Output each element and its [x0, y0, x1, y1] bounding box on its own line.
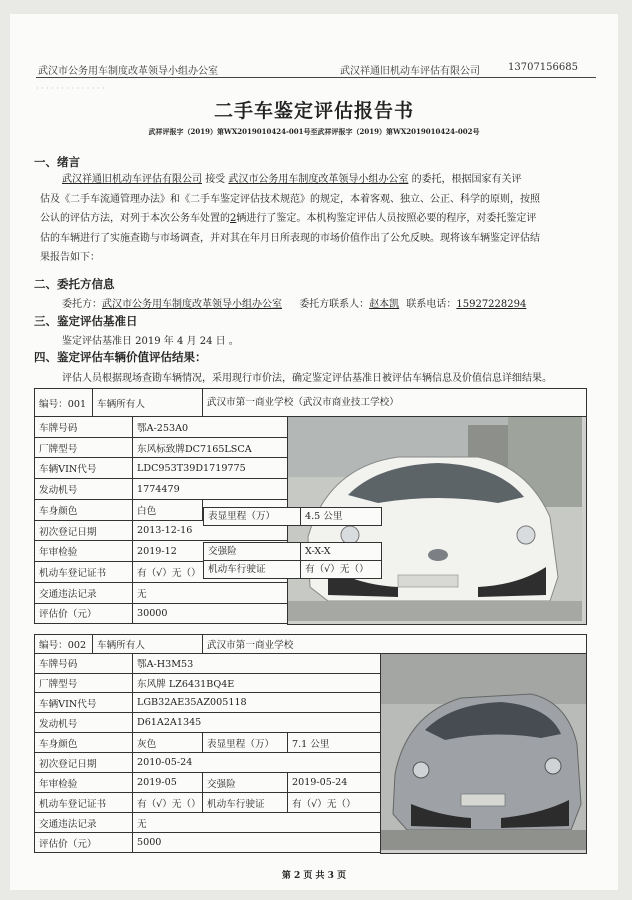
- preface-line-1: [40, 170, 592, 190]
- section-client-heading: 二、委托方信息: [34, 277, 115, 291]
- doc-number: 武祥评报字（2019）第WX2019010424-001号至武祥评报字（2019）第WX2019010424-002号: [148, 127, 480, 136]
- vehicle-photo-2: [381, 653, 587, 853]
- client-name: 武汉市公务用车制度改革领导小组办公室: [102, 299, 282, 310]
- engine-value: 1774479: [133, 479, 288, 500]
- preface-line-5: 果报告如下：: [40, 252, 100, 264]
- section-valuation-heading: 四、鉴定评估车辆价值评估结果：: [34, 350, 207, 364]
- preface-line-3b: 辆进行了鉴定。本机构鉴定评估人员按照必要的程序，对委托鉴定评: [236, 213, 537, 225]
- header-rule: [36, 77, 596, 78]
- grey-dongfeng-car-icon: [381, 654, 587, 850]
- owner-label: 车辆所有人: [93, 635, 203, 654]
- base-date-text: 鉴定评估基准日 2019 年 4 月 24 日 。: [62, 336, 239, 347]
- insurance-label: 交强险: [203, 542, 302, 561]
- vehicle-number: 002: [67, 639, 87, 651]
- owner-value: 武汉市第一商业学校: [203, 635, 587, 654]
- mileage-label: 表显里程（万）: [203, 507, 302, 526]
- vehicle-number-cell: 编号：002: [35, 635, 93, 654]
- page-footer: 第 2 页 共 3 页: [281, 871, 347, 881]
- valuation-text: 评估人员根据现场查勘车辆情况，采用现行市价法，确定鉴定评估基准日被评估车辆信息及价值信息详细结果。: [62, 373, 552, 384]
- preface-line-3: [40, 209, 592, 229]
- violations-label: 交通违法记录: [35, 813, 133, 833]
- client-line: [62, 295, 526, 310]
- mileage-label: 表显里程（万）: [203, 733, 288, 753]
- plate-value: 鄂A-H3M53: [133, 653, 381, 673]
- reg-cert-value: 有（√）无（）: [133, 562, 288, 583]
- price-value: 30000: [133, 603, 288, 624]
- contact-name: 赵本凯: [369, 299, 400, 310]
- client-label: 委托方：: [62, 299, 102, 310]
- price-label: 评估价（元）: [35, 833, 133, 853]
- vin-label: 车辆VIN代号: [35, 458, 133, 479]
- accept-word: 接受: [205, 174, 226, 185]
- model-value: 东风牌 LZ6431BQ4E: [133, 673, 381, 693]
- license-label: 机动车行驶证: [203, 560, 302, 579]
- header-company: 武汉祥通旧机动车评估有限公司: [340, 66, 480, 77]
- first-reg-label: 初次登记日期: [35, 520, 133, 541]
- plate-label: 车牌号码: [35, 417, 133, 438]
- license-label: 机动车行驶证: [203, 793, 288, 813]
- model-value: 东风标致牌DC7165LSCA: [133, 437, 288, 458]
- color-label: 车身颜色: [35, 733, 133, 753]
- vin-label: 车辆VIN代号: [35, 693, 133, 713]
- violations-value: 无: [133, 582, 288, 603]
- license-value: 有（√）无（）: [288, 793, 381, 813]
- license-value: 有（√）无（）: [300, 560, 382, 579]
- bleed-through: · · · · · · · · · · · · · ·: [36, 84, 105, 93]
- price-label: 评估价（元）: [35, 603, 133, 624]
- insurance-value: X-X-X: [300, 542, 382, 561]
- plate-label: 车牌号码: [35, 653, 133, 673]
- insurance-label: 交强险: [203, 773, 288, 793]
- first-reg-value: 2013-12-16: [133, 520, 288, 541]
- page-title: 二手车鉴定评估报告书: [213, 100, 414, 122]
- color-value: 灰色: [133, 733, 203, 753]
- vehicle-number-cell: 编号：001: [35, 389, 93, 417]
- vin-value: LDC953T39D1719775: [133, 458, 288, 479]
- report-page: [10, 14, 618, 890]
- principal-name: 武汉市公务用车制度改革领导小组办公室: [228, 174, 409, 185]
- model-label: 厂牌型号: [35, 437, 133, 458]
- plate-value: 鄂A-253A0: [133, 417, 288, 438]
- owner-label: 车辆所有人: [93, 389, 203, 417]
- vin-value: LGB32AE35AZ005118: [133, 693, 381, 713]
- client-agency: 武汉祥通旧机动车评估有限公司: [62, 174, 202, 185]
- first-reg-value: 2010-05-24: [133, 753, 381, 773]
- preface-line-3a: 公认的评估方法，对列于本次公务车处置的: [40, 213, 230, 225]
- reg-cert-value: 有（√）无（）: [133, 793, 203, 813]
- contact-label: 委托方联系人：: [299, 299, 370, 310]
- header-left: 武汉市公务用车制度改革领导小组办公室: [38, 66, 218, 77]
- preface-line-2: 估及《二手车流通管理办法》和《二手车鉴定评估技术规范》的规定，本着客观、独立、公正、科学的原则，按照: [40, 193, 540, 205]
- header-phone: 13707156685: [508, 62, 578, 73]
- section-preface-heading: 一、绪言: [34, 155, 80, 169]
- engine-label: 发动机号: [35, 713, 133, 733]
- insurance-value: 2019-05-24: [288, 773, 381, 793]
- intro-tail: 的委托，根据国家有关评: [411, 174, 522, 185]
- vehicle-table-2: [34, 634, 587, 854]
- engine-label: 发动机号: [35, 479, 133, 500]
- preface-line-4: 估的车辆进行了实施查勘与市场调查，并对其在年月日所表现的市场价值作出了公允反映。现将该车辆鉴定评估结: [40, 232, 540, 244]
- color-label: 车身颜色: [35, 499, 133, 520]
- reg-cert-label: 机动车登记证书: [35, 562, 133, 583]
- inspection-label: 年审检验: [35, 541, 133, 562]
- reg-cert-label: 机动车登记证书: [35, 793, 133, 813]
- preface-paragraph: [40, 170, 592, 268]
- vehicle-number: 001: [67, 398, 87, 410]
- inspection-value: 2019-05: [133, 773, 203, 793]
- inspection-label: 年审检验: [35, 773, 133, 793]
- section-basedate-heading: 三、鉴定评估基准日: [34, 314, 138, 328]
- color-value: 白色: [133, 499, 203, 520]
- engine-value: D61A2A1345: [133, 713, 381, 733]
- price-value: 5000: [133, 833, 381, 853]
- first-reg-label: 初次登记日期: [35, 753, 133, 773]
- inspection-value: 2019-12: [133, 541, 288, 562]
- contact-phone: 15927228294: [456, 299, 527, 310]
- vehicle-count: 2: [230, 213, 237, 225]
- violations-value: 无: [133, 813, 381, 833]
- owner-value: 武汉市第一商业学校（武汉市商业技工学校）: [203, 389, 587, 417]
- mileage-value: 4.5 公里: [300, 507, 382, 526]
- model-label: 厂牌型号: [35, 673, 133, 693]
- mileage-value: 7.1 公里: [288, 733, 381, 753]
- phone-label: 联系电话：: [406, 299, 457, 310]
- violations-label: 交通违法记录: [35, 582, 133, 603]
